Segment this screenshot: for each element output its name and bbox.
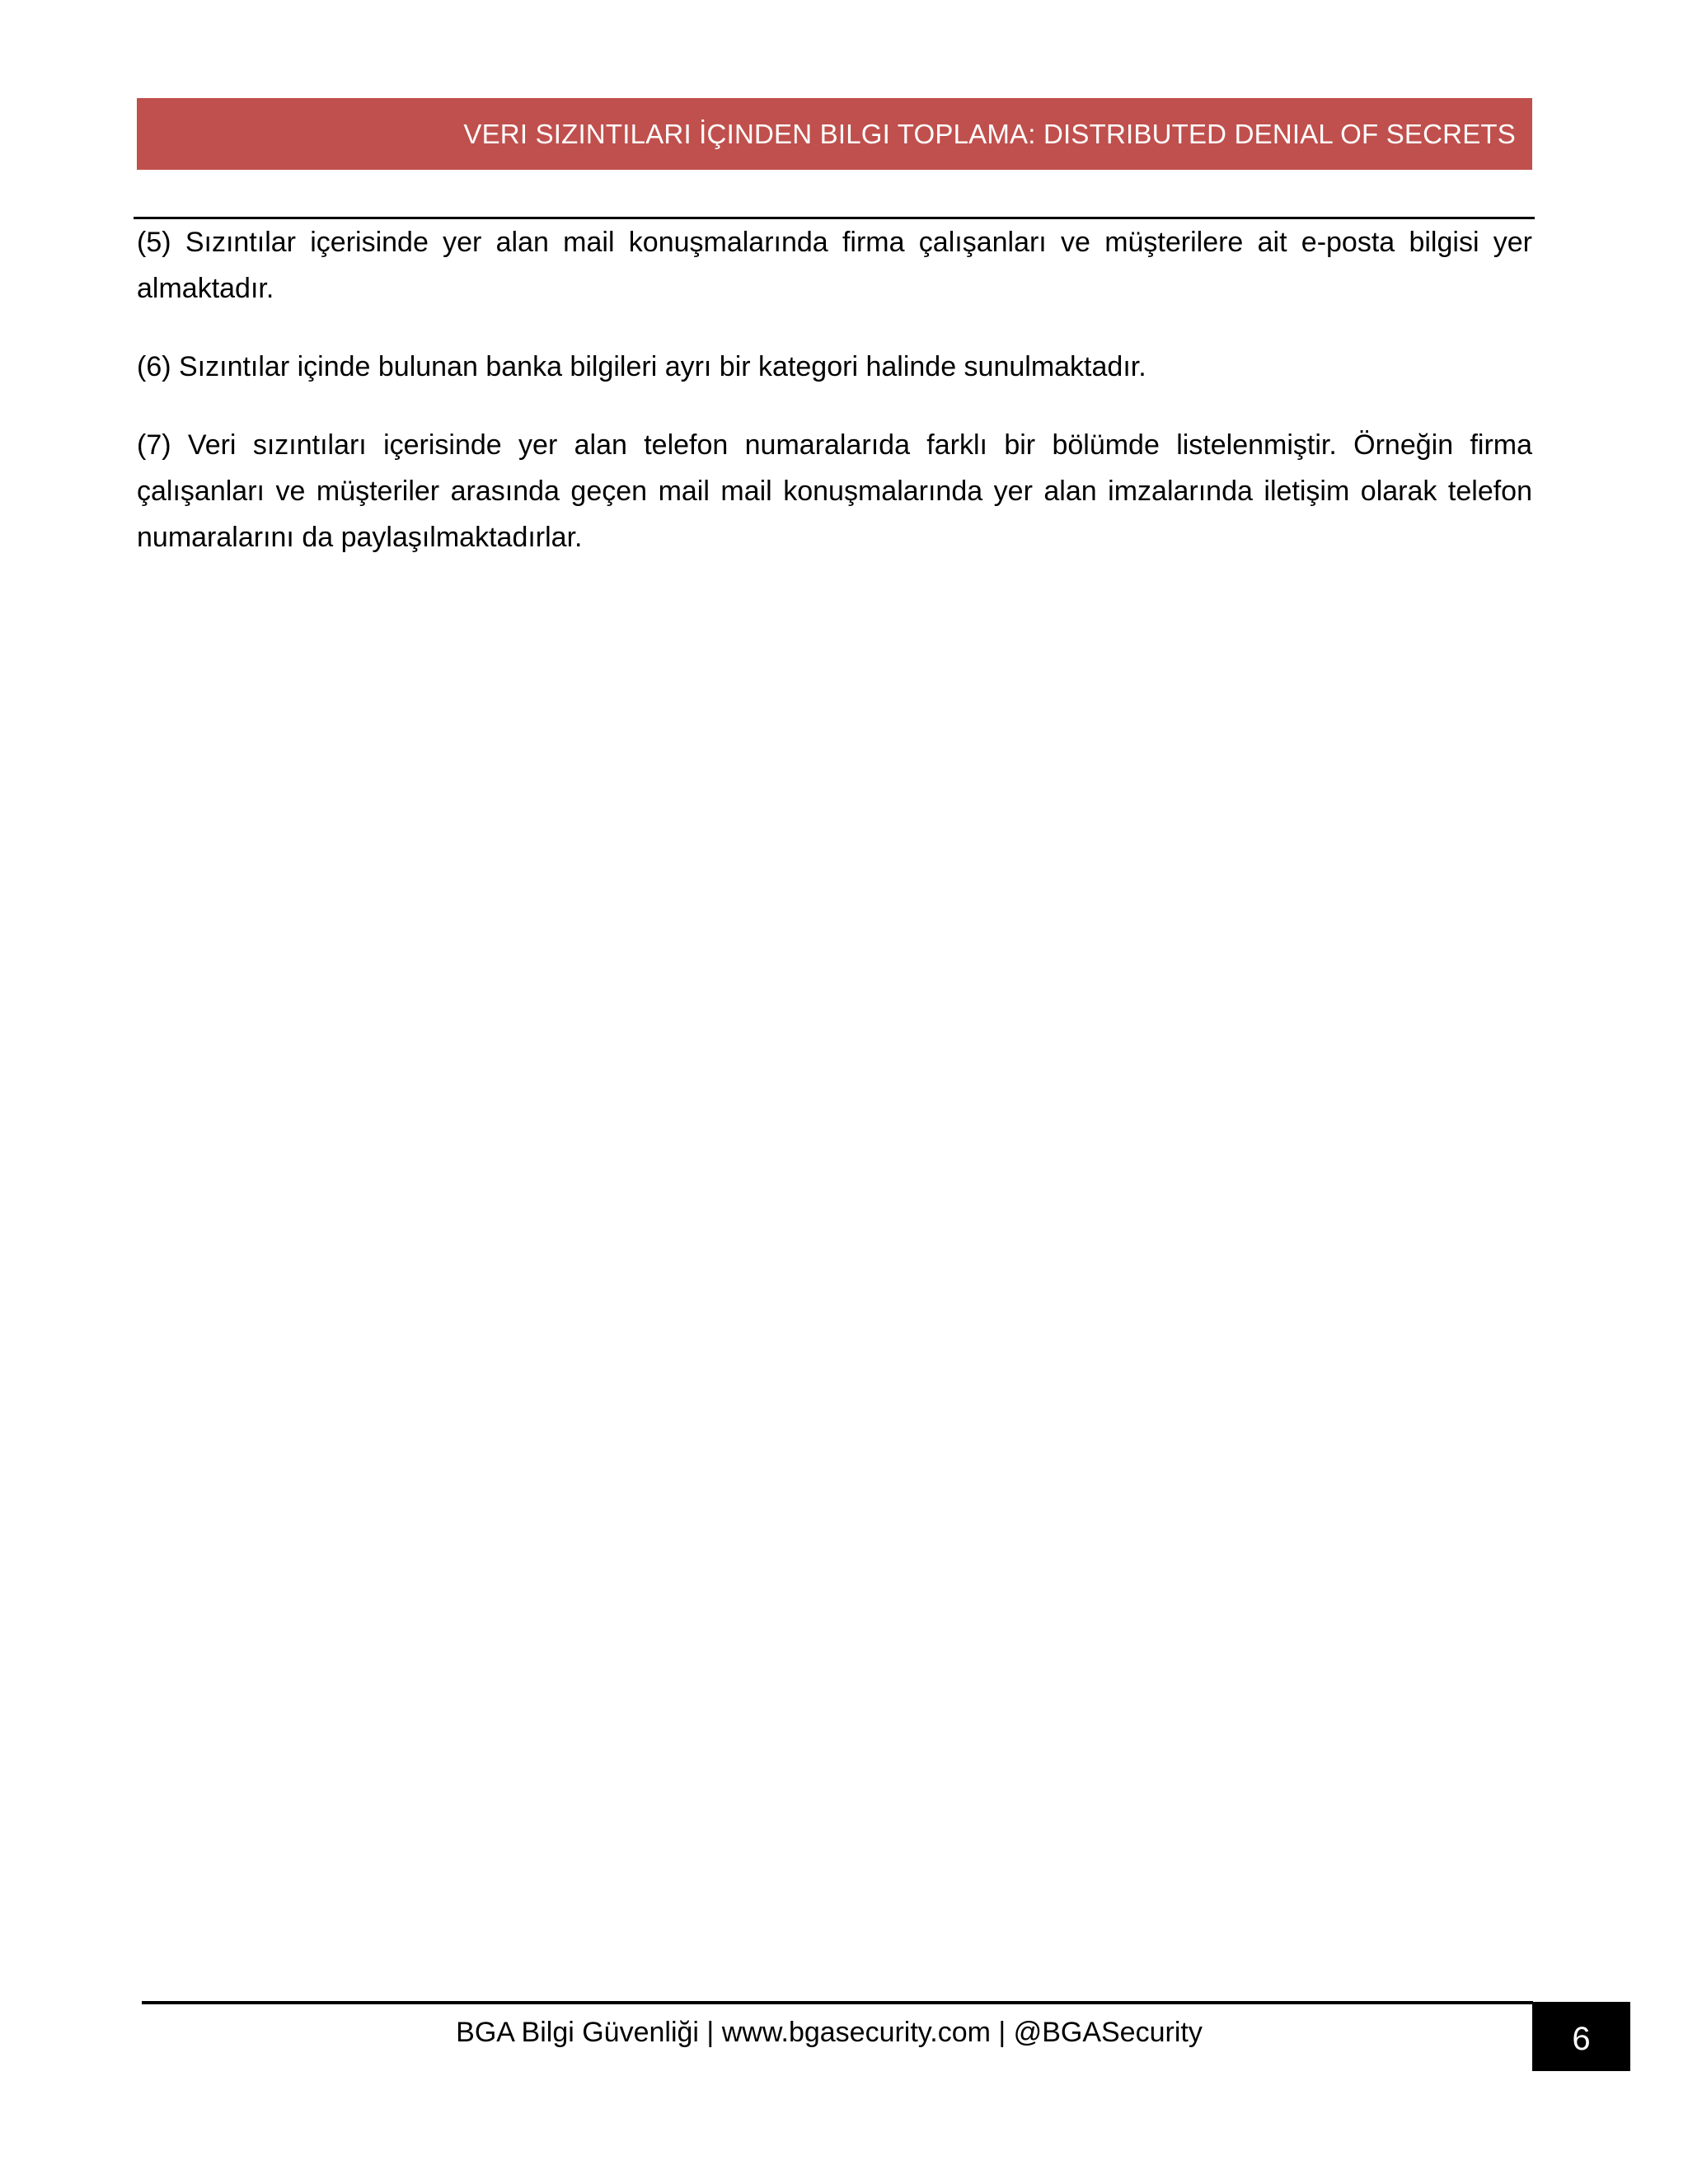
header-title: VERI SIZINTILARI İÇINDEN BILGI TOPLAMA: DISTRIBUTED DENIAL OF SECRETS [463, 118, 1516, 149]
footer-divider [142, 2001, 1533, 2004]
header-band [137, 98, 1532, 170]
page-number-box [1532, 2002, 1630, 2071]
page-number: 6 [1572, 2020, 1591, 2057]
paragraph-5: (5) Sızıntılar içerisinde yer alan mail konuşmalarında firma çalışanları ve müşterilere ait e-posta bilgisi yer almaktadır. [137, 227, 1532, 304]
paragraph-7: (7) Veri sızıntıları içerisinde yer alan telefon numaralarıda farklı bir bölümde listelenmiştir. Örneğin firma çalışanları ve müşteriler arasında geçen mail mail konuşmalarında yer alan imzalarında iletişim olarak telefon numaralarını da paylaşılmaktadırlar. [137, 429, 1532, 553]
body-content [137, 219, 1532, 593]
paragraph-6: (6) Sızıntılar içinde bulunan banka bilgileri ayrı bir kategori halinde sunulmaktadır. [137, 351, 1146, 382]
footer-text: BGA Bilgi Güvenliği | www.bgasecurity.com | @BGASecurity [456, 2017, 1203, 2048]
